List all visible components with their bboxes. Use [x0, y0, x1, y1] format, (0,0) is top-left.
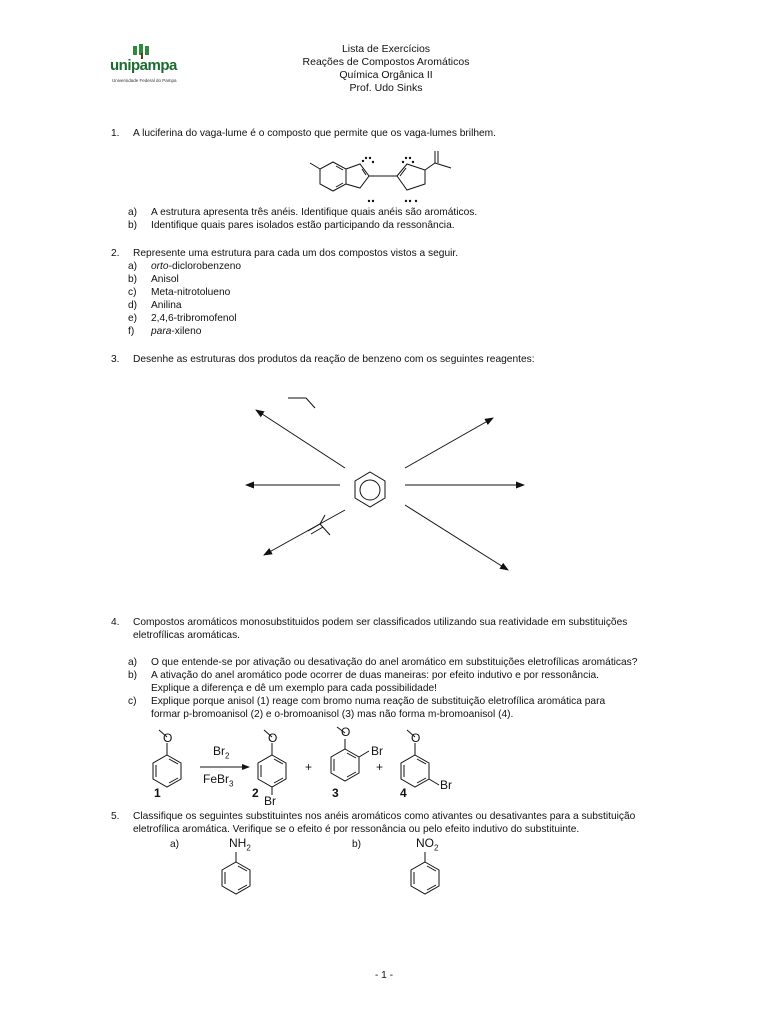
logo-subtitle: Universidade Federal do Pampa: [112, 78, 177, 83]
question-5-text-1: Classifique os seguintes substituintes nos anéis aromáticos como ativantes ou desativantes para a substituição: [133, 811, 636, 822]
question-5-number: 5.: [111, 811, 120, 822]
question-5-text-2: eletrofílica aromática. Verifique se o efeito é por ressonância ou pelo efeito indutivo do substituinte.: [133, 824, 580, 835]
amino-group-label: $NH_2$: [229, 836, 251, 853]
question-4-text-2: eletrofílicas aromáticas.: [133, 630, 241, 641]
question-4b-label: b): [128, 670, 138, 681]
question-4c-label: c): [128, 696, 137, 707]
question-2a-label: a): [128, 261, 138, 272]
header-line-4: Prof. Udo Sinks: [349, 82, 423, 94]
reagent-bromine: $Br_2$: [213, 744, 230, 761]
university-logo: [108, 42, 180, 90]
question-1a-text: A estrutura apresenta três anéis. Identifique quais anéis são aromáticos.: [151, 207, 478, 218]
question-4a-text: O que entende-se por ativação ou desativação do anel aromático em substituições eletrofílicas aromáticas?: [151, 657, 638, 668]
header-line-3: Química Orgânica II: [339, 69, 433, 81]
question-4a-label: a): [128, 657, 138, 668]
reagent-iron-bromide: FeBr$_3$: [203, 772, 234, 789]
question-2d-label: d): [128, 300, 138, 311]
nitro-group-label: $NO_2$: [416, 836, 439, 853]
question-2a-item: orto-diclorobenzeno: [151, 261, 242, 272]
question-1a-label: a): [128, 207, 138, 218]
header-line-2: Reações de Compostos Aromáticos: [302, 56, 470, 68]
question-4b-text-1: A ativação do anel aromático pode ocorrer de duas maneiras: por efeito indutivo e por ressonância.: [151, 670, 599, 681]
bromo-label-4: Br: [440, 778, 452, 792]
bromination-scheme: [145, 725, 505, 810]
aniline-structure: [216, 852, 256, 902]
question-2e-item: 2,4,6-tribromofenol: [151, 313, 237, 324]
logo-name: unipampa: [110, 57, 177, 74]
compound-number-2: 2: [252, 786, 259, 800]
question-2d-item: Anilina: [151, 300, 182, 311]
oxygen-label-3: O: [341, 725, 351, 739]
nitrobenzene-structure: [405, 852, 445, 902]
plus-sign-1: +: [305, 760, 313, 774]
question-1-number: 1.: [111, 128, 120, 139]
bromo-label-2: Br: [264, 794, 276, 808]
question-4c-text-2: formar p-bromoanisol (2) e o-bromoanisol (3) mas não forma m-bromoanisol (4).: [151, 709, 514, 720]
question-1b-label: b): [128, 220, 138, 231]
bromo-label-3: Br: [371, 744, 383, 758]
oxygen-label-2: O: [268, 731, 278, 745]
question-2f-item: para-xileno: [151, 326, 202, 337]
question-4c-text-1: Explique porque anisol (1) reage com bromo numa reação de substituição eletrofílica aromática para: [151, 696, 606, 707]
question-2-text: Represente uma estrutura para cada um dos compostos vistos a seguir.: [133, 248, 459, 259]
page-number: - 1 -: [374, 970, 394, 981]
question-4b-text-2: Explique a diferença e dê um exemplo para cada possibilidade!: [151, 683, 437, 694]
question-4-text-1: Compostos aromáticos monosubstituidos podem ser classificados utilizando sua reatividade em substituições: [133, 617, 628, 628]
question-2c-label: c): [128, 287, 137, 298]
question-1-text: A luciferina do vaga-lume é o composto que permite que os vaga-lumes brilhem.: [133, 128, 496, 139]
question-2b-item: Anisol: [151, 274, 179, 285]
question-4-number: 4.: [111, 617, 120, 628]
oxygen-label-1: O: [163, 731, 173, 745]
question-2f-label: f): [128, 326, 135, 337]
question-3-number: 3.: [111, 354, 120, 365]
question-2c-item: Meta-nitrotolueno: [151, 287, 231, 298]
luciferin-structure: [305, 150, 465, 210]
oxygen-label-4: O: [411, 731, 421, 745]
compound-number-4: 4: [400, 786, 407, 800]
question-5b-label: b): [352, 839, 362, 850]
question-1b-text: Identifique quais pares isolados estão participando da ressonância.: [151, 220, 455, 231]
compound-number-1: 1: [154, 786, 161, 800]
question-2e-label: e): [128, 313, 138, 324]
compound-number-3: 3: [332, 786, 339, 800]
benzene-reaction-diagram: [240, 390, 540, 580]
header-line-1: Lista de Exercícios: [341, 43, 431, 55]
question-2-number: 2.: [111, 248, 120, 259]
question-2b-label: b): [128, 274, 138, 285]
question-5a-label: a): [170, 839, 180, 850]
plus-sign-2: +: [376, 760, 384, 774]
question-3-text: Desenhe as estruturas dos produtos da reação de benzeno com os seguintes reagentes:: [133, 354, 535, 365]
